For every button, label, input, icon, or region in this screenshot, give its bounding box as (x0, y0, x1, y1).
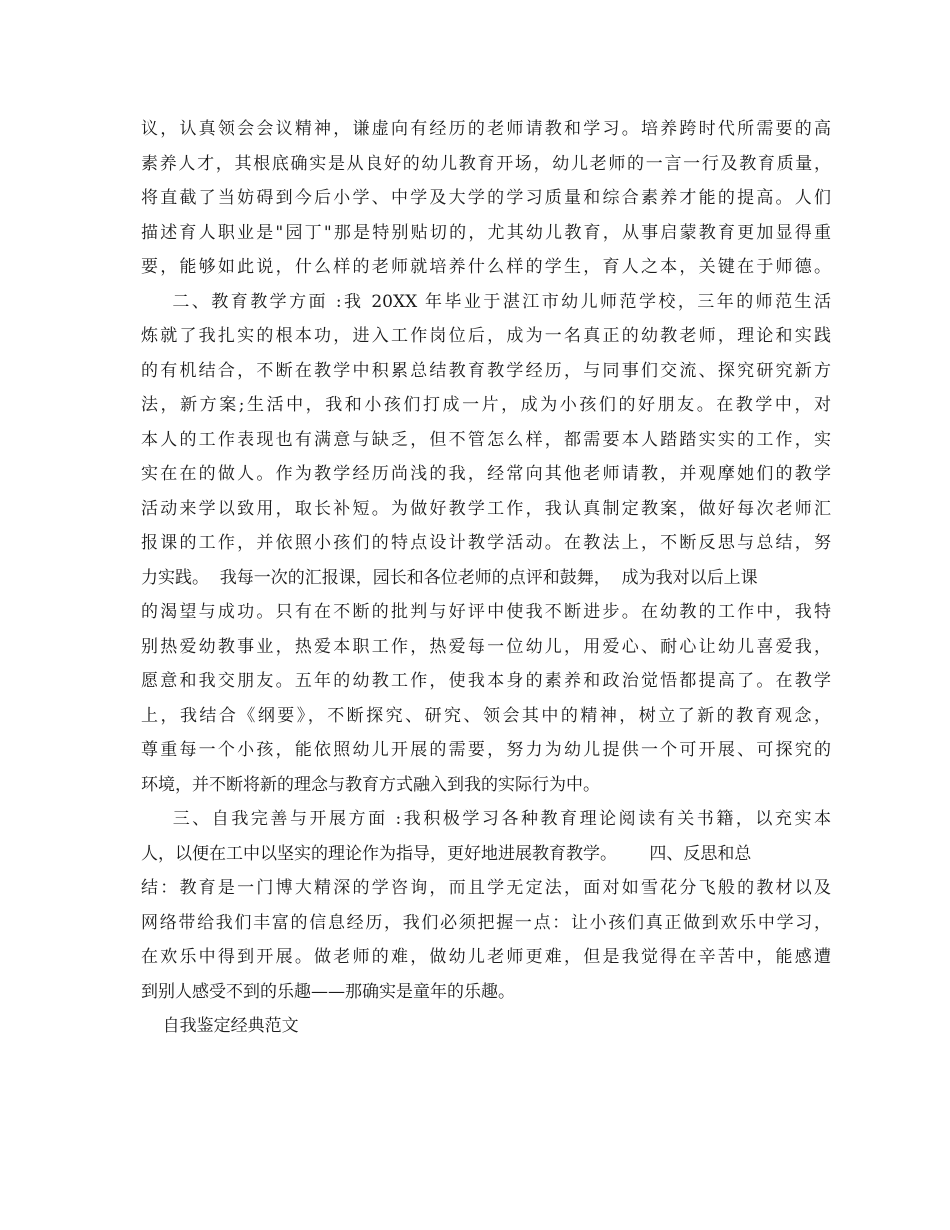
text-line: 在欢乐中得到开展。做老师的难，做幼儿老师更难，但是我觉得在辛苦中，能感遭 (141, 947, 831, 967)
text-line: 的有机结合，不断在教学中积累总结教育教学经历，与同事们交流、探究研究新方 (141, 360, 831, 381)
text-line: 活动来学以致用，取长补短。为做好教学工作，我认真制定教案，做好每次老师汇 (141, 498, 831, 519)
text-line: 素养人才，其根底确实是从良好的幼儿教育开场，幼儿老师的一言一行及教育质量， (141, 153, 831, 174)
text-line: 实在在的做人。作为教学经历尚浅的我，经常向其他老师请教，并观摩她们的教学 (141, 464, 831, 484)
text-line: 三、自我完善与开展方面 :我积极学习各种教育理论阅读有关书籍，以充实本 (141, 809, 831, 829)
text-line: 力实践。 我每一次的汇报课，园长和各位老师的点评和鼓舞， 成为我对以后上课 (141, 567, 758, 588)
text-line: 法，新方案;生活中，我和小孩们打成一片，成为小孩们的好朋友。在教学中，对 (141, 395, 831, 415)
text-line: 别热爱幼教事业，热爱本职工作，热爱每一位幼儿，用爱心、耐心让幼儿喜爱我， (141, 636, 831, 657)
body-text (141, 112, 831, 1044)
text-line: 到别人感受不到的乐趣——那确实是童年的乐趣。 (141, 981, 515, 1002)
text-line: 描述育人职业是"园丁"那是特别贴切的，尤其幼儿教育，从事启蒙教育更加显得重 (141, 222, 831, 243)
text-line: 愿意和我交朋友。五年的幼教工作，使我本身的素养和政治觉悟都提高了。在教学 (141, 671, 831, 691)
section-heading: 自我鉴定经典范文 (141, 1016, 299, 1036)
text-line: 结：教育是一门博大精深的学咨询，而且学无定法，面对如雪花分飞般的教材以及 (141, 878, 831, 898)
text-line: 要，能够如此说，什么样的老师就培养什么样的学生，育人之本，关键在于师德。 (141, 257, 831, 277)
text-line: 本人的工作表现也有满意与缺乏，但不管怎么样，都需要本人踏踏实实的工作，实 (141, 429, 831, 450)
text-line: 报课的工作，并依照小孩们的特点设计教学活动。在教法上，不断反思与总结，努 (141, 533, 831, 553)
text-line: 二、教育教学方面 :我 20XX 年毕业于湛江市幼儿师范学校，三年的师范生活 (141, 291, 831, 312)
text-line: 将直截了当妨碍到今后小学、中学及大学的学习质量和综合素养才能的提高。人们 (141, 188, 831, 208)
text-line: 网络带给我们丰富的信息经历，我们必须把握一点：让小孩们真正做到欢乐中学习， (141, 912, 831, 933)
text-line: 议，认真领会会议精神，谦虚向有经历的老师请教和学习。培养跨时代所需要的高 (141, 119, 831, 139)
text-line: 人，以便在工中以坚实的理论作为指导，更好地进展教育教学。 四、反思和总 (141, 843, 752, 864)
text-line: 上，我结合《纲要》，不断探究、研究、领会其中的精神，树立了新的教育观念， (141, 705, 831, 726)
text-line: 环境，并不断将新的理念与教育方式融入到我的实际行为中。 (141, 774, 600, 795)
text-line: 的渴望与成功。只有在不断的批判与好评中使我不断进步。在幼教的工作中，我特 (141, 602, 831, 622)
text-line: 尊重每一个小孩，能依照幼儿开展的需要，努力为幼儿提供一个可开展、可探究的 (141, 740, 831, 760)
text-line: 炼就了我扎实的根本功，进入工作岗位后，成为一名真正的幼教老师，理论和实践 (141, 326, 831, 346)
